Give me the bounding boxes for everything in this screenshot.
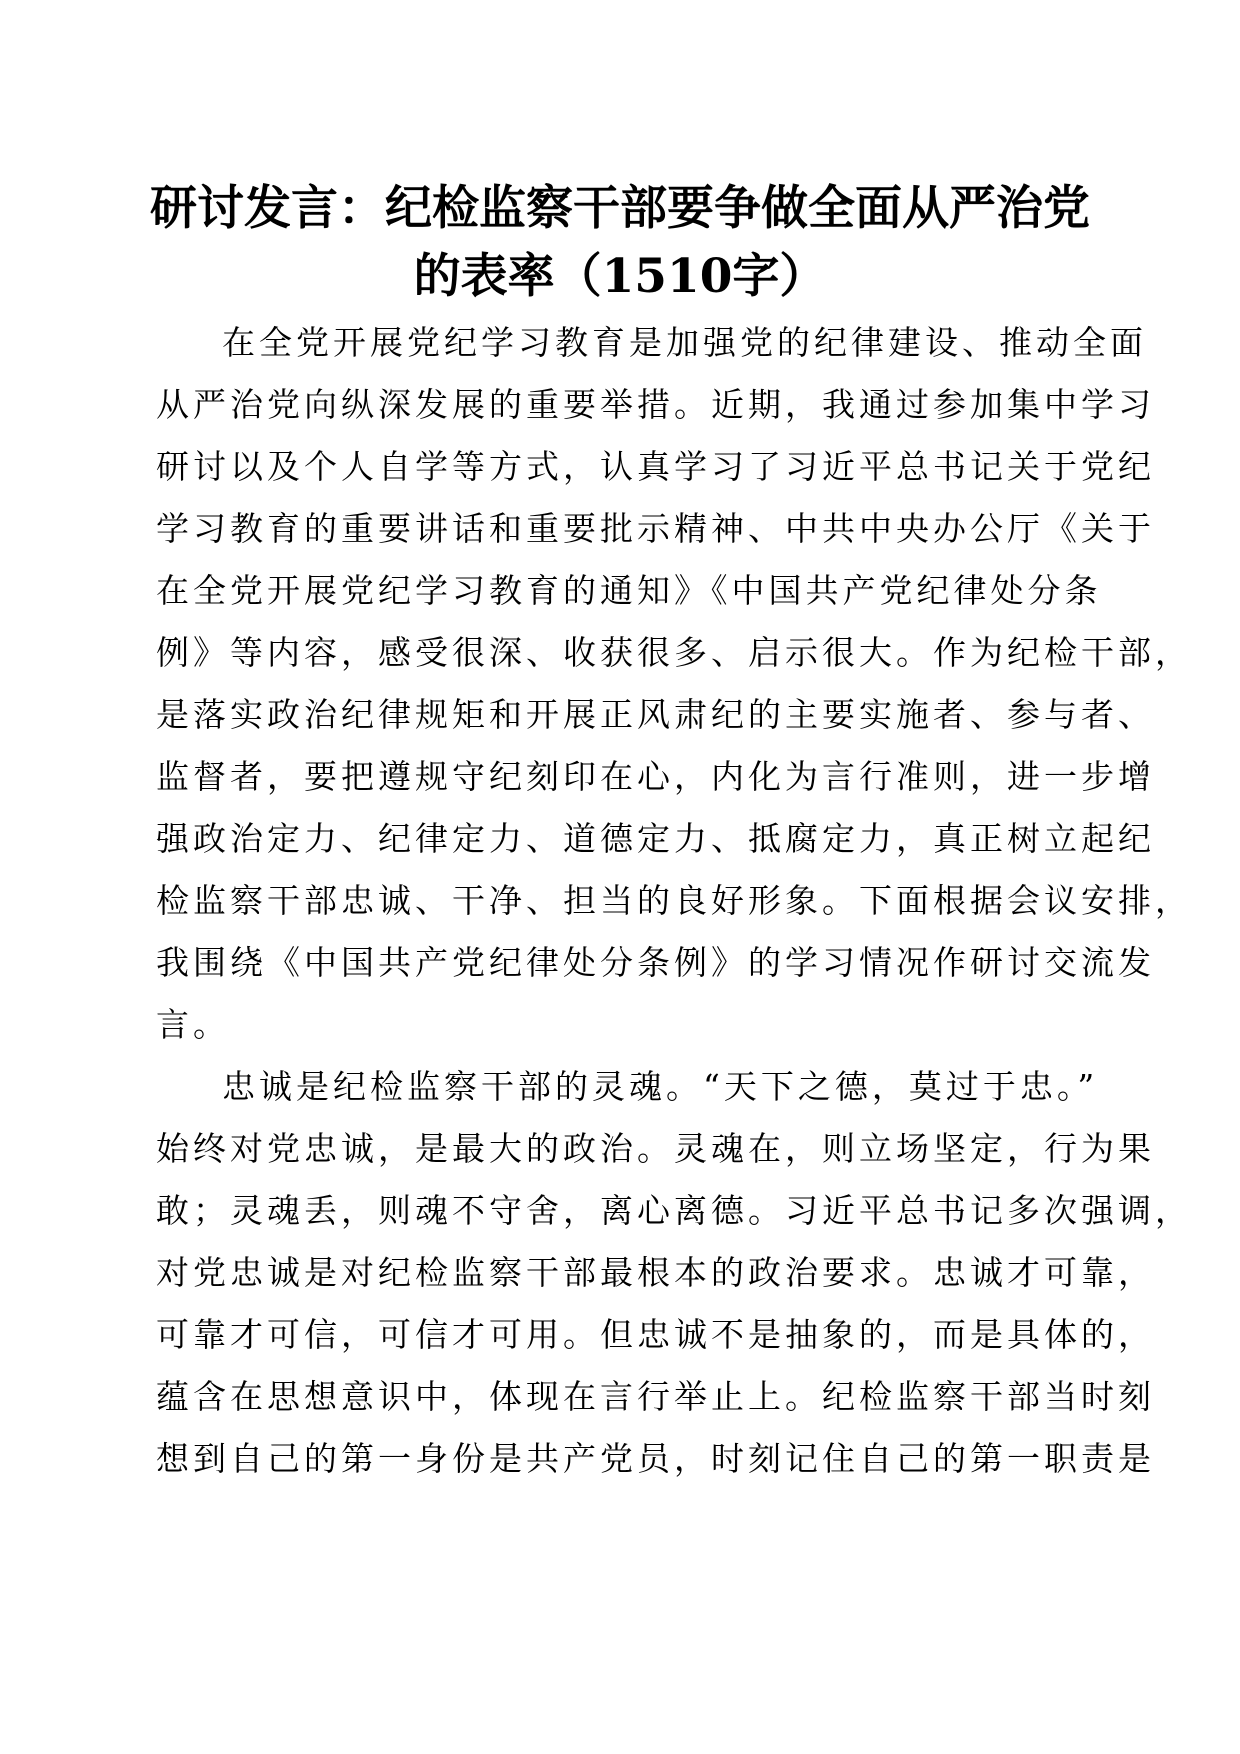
title-line: 的表率（1510字） [413, 249, 827, 304]
document-body [156, 312, 1192, 1490]
title-line: 研讨发言：纪检监察干部要争做全面从严治党 [150, 181, 1090, 236]
paragraph-line: 蕴含在思想意识中，体现在言行举止上。纪检监察干部当时刻 [156, 1377, 1155, 1416]
paragraph-line: 学习教育的重要讲话和重要批示精神、中共中央办公厅《关于 [156, 509, 1155, 548]
paragraph-line: 始终对党忠诚，是最大的政治。灵魂在，则立场坚定，行为果 [156, 1129, 1155, 1168]
paragraph-line: 检监察干部忠诚、干净、担当的良好形象。下面根据会议安排， [156, 881, 1192, 920]
paragraph-line: 强政治定力、纪律定力、道德定力、抵腐定力，真正树立起纪 [156, 819, 1155, 858]
paragraph [156, 312, 1192, 1056]
paragraph-line: 在全党开展党纪学习教育是加强党的纪律建设、推动全面 [222, 323, 1147, 362]
paragraph-line: 监督者，要把遵规守纪刻印在心，内化为言行准则，进一步增 [156, 757, 1155, 796]
paragraph-line: 从严治党向纵深发展的重要举措。近期，我通过参加集中学习 [156, 385, 1155, 424]
paragraph [156, 1056, 1192, 1490]
paragraph-line: 言。 [156, 1005, 230, 1044]
paragraph-line: 忠诚是纪检监察干部的灵魂。“天下之德，莫过于忠。” [222, 1067, 1099, 1106]
paragraph-line: 是落实政治纪律规矩和开展正风肃纪的主要实施者、参与者、 [156, 695, 1155, 734]
document-title [150, 175, 1090, 311]
paragraph-line: 想到自己的第一身份是共产党员，时刻记住自己的第一职责是 [156, 1439, 1155, 1478]
paragraph-line: 可靠才可信，可信才可用。但忠诚不是抽象的，而是具体的， [156, 1315, 1155, 1354]
paragraph-line: 对党忠诚是对纪检监察干部最根本的政治要求。忠诚才可靠， [156, 1253, 1155, 1292]
paragraph-line: 研讨以及个人自学等方式，认真学习了习近平总书记关于党纪 [156, 447, 1155, 486]
paragraph-line: 例》等内容，感受很深、收获很多、启示很大。作为纪检干部， [156, 633, 1192, 672]
paragraph-line: 敢；灵魂丢，则魂不守舍，离心离德。习近平总书记多次强调， [156, 1191, 1192, 1230]
paragraph-line: 我围绕《中国共产党纪律处分条例》的学习情况作研讨交流发 [156, 943, 1155, 982]
paragraph-line: 在全党开展党纪学习教育的通知》《中国共产党纪律处分条 [156, 571, 1102, 610]
